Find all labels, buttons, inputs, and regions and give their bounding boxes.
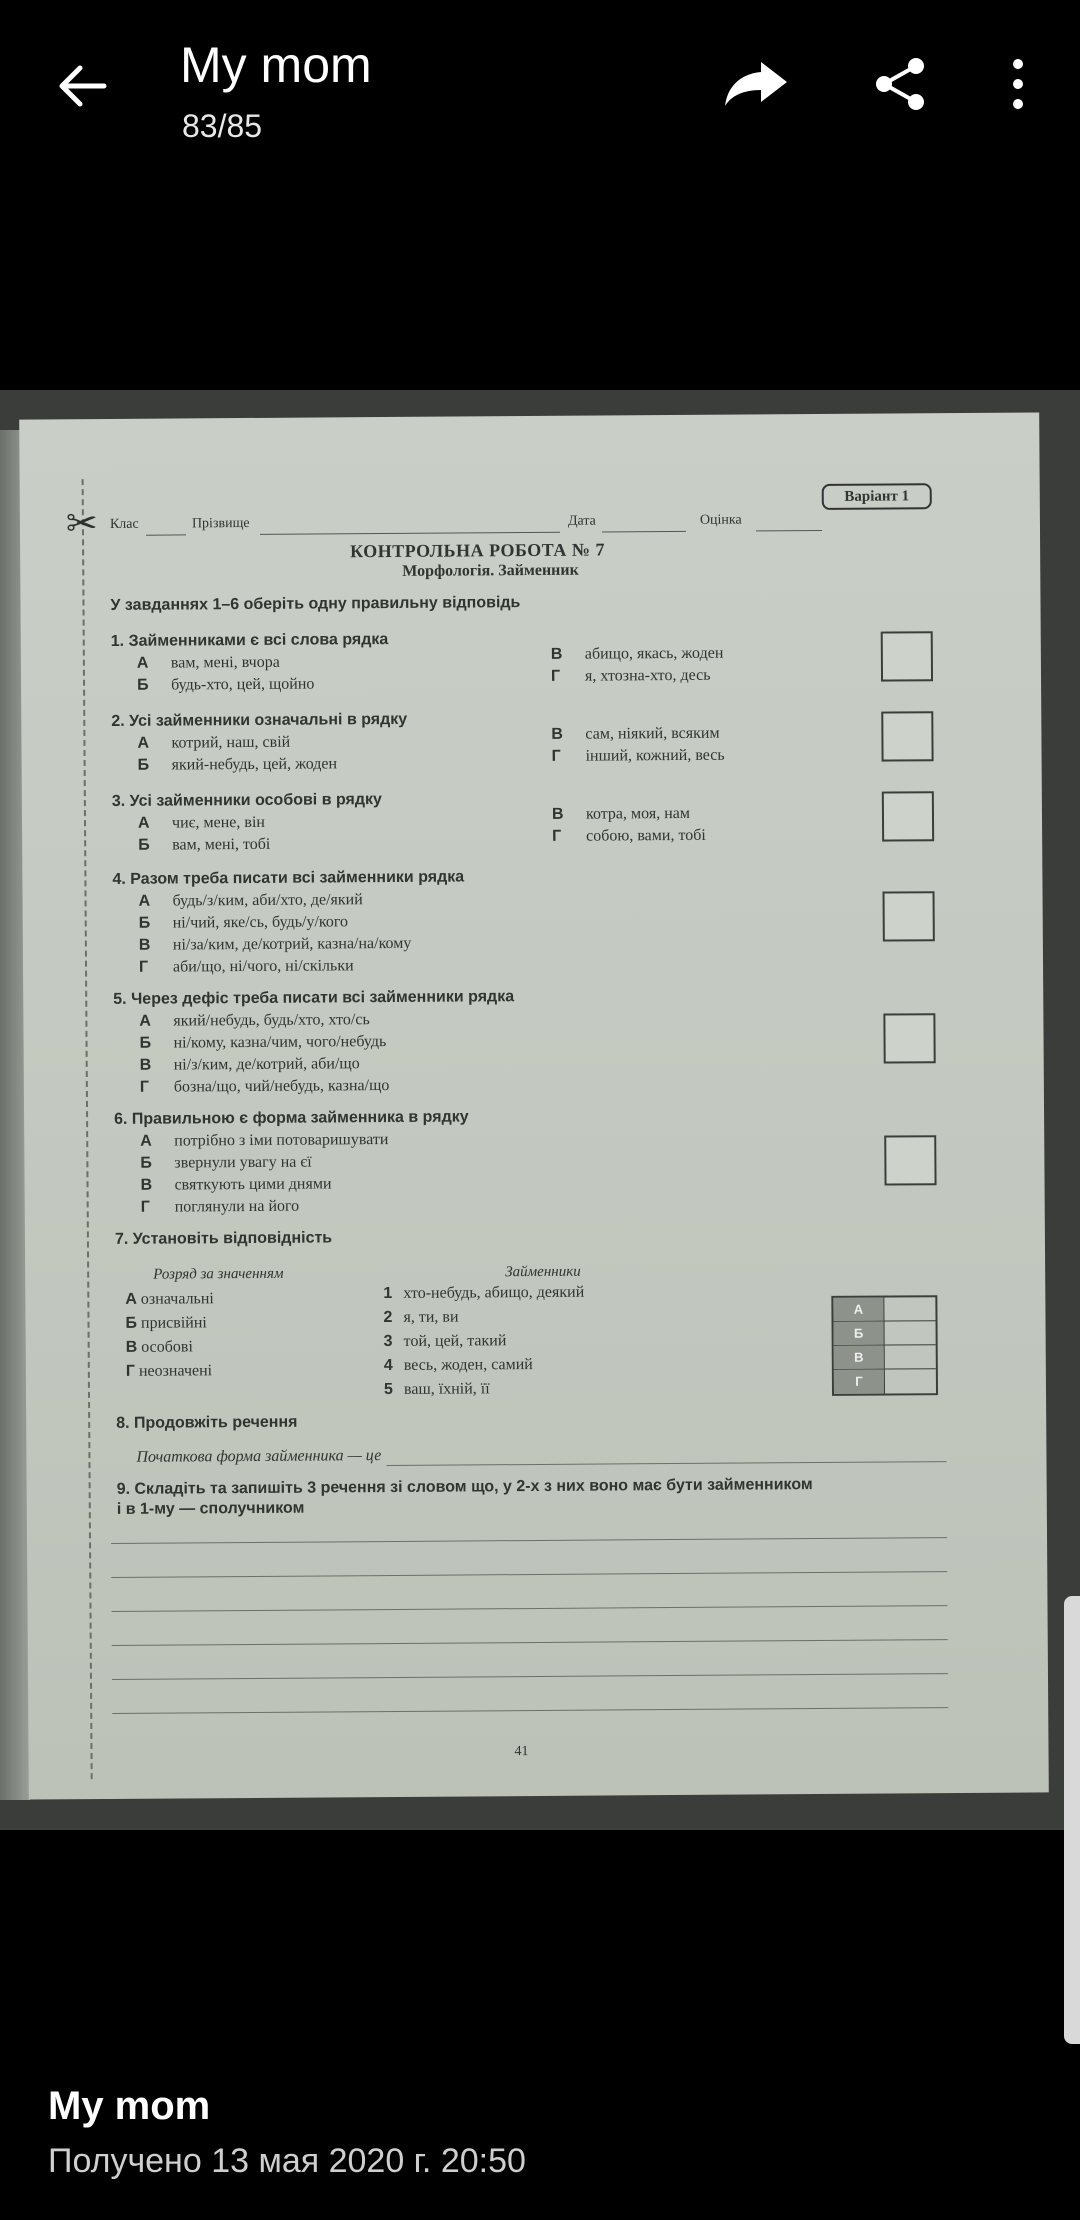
worksheet-subtitle: Морфологія. Займенник — [402, 561, 579, 580]
question-5: 5. Через дефіс треба писати всі займенники рядка — [113, 988, 515, 1008]
grid-row: А — [833, 1297, 935, 1322]
q6-option-b: Б звернули увагу на єї — [140, 1153, 312, 1172]
q8-prompt: Початкова форма займенника — це — [136, 1447, 382, 1466]
question-9-cont: і в 1-му — сполучником — [116, 1499, 305, 1518]
grid-row: Б — [834, 1321, 936, 1346]
worksheet-title: КОНТРОЛЬНА РОБОТА № 7 — [350, 539, 605, 562]
match-left-b: Б присвійні — [125, 1314, 207, 1332]
match-left-heading: Розряд за значенням — [153, 1265, 284, 1283]
q4-option-v: В ні/за/ким, де/котрий, казна/на/кому — [138, 934, 412, 954]
forward-icon — [721, 58, 791, 110]
q3-option-a: А чиє, мене, він — [137, 813, 266, 832]
q3-option-v: В котра, моя, нам — [551, 804, 691, 823]
match-right-heading: Займенники — [505, 1263, 581, 1281]
match-left-g: Г неозначені — [125, 1362, 213, 1380]
date-label: Дата — [567, 513, 596, 529]
q2-answer-box — [881, 711, 933, 761]
question-9: 9. Складіть та запишіть 3 речення зі словом що, у 2-х з них воно має бути займенником — [116, 1476, 813, 1498]
cut-line — [82, 479, 93, 1779]
question-3: 3. Усі займенники особові в рядку — [111, 791, 382, 810]
q5-option-v: В ні/з/ким, де/котрий, аби/що — [139, 1055, 360, 1074]
match-right-4: 4 весь, жоден, самий — [383, 1356, 533, 1375]
form-header — [110, 505, 990, 541]
q1-option-b: Б будь-хто, цей, щойно — [136, 675, 315, 694]
chat-title: My mom — [180, 37, 372, 93]
scissors-icon: ✂ — [65, 501, 98, 546]
match-right-3: 3 той, цей, такий — [383, 1332, 507, 1351]
received-timestamp: Получено 13 мая 2020 г. 20:50 — [48, 2142, 526, 2180]
instruction: У завданнях 1–6 оберіть одну правильну відповідь — [110, 594, 521, 614]
q5-option-g: Г бозна/що, чий/небудь, казна/що — [139, 1077, 390, 1096]
q3-option-g: Г собою, вами, тобі — [552, 826, 706, 845]
q3-option-b: Б вам, мені, тобі — [138, 835, 271, 854]
photo-viewer[interactable] — [0, 390, 1080, 1830]
more-options-button[interactable] — [990, 46, 1046, 122]
more-vertical-icon — [1008, 56, 1028, 112]
question-2: 2. Усі займенники означальні в рядку — [111, 710, 408, 730]
q3-answer-box — [882, 791, 934, 841]
q6-option-v: В святкують цими днями — [140, 1175, 332, 1194]
q2-option-b: Б який-небудь, цей, жоден — [137, 755, 338, 774]
q4-answer-box — [883, 891, 935, 941]
q4-option-g: Г аби/що, ні/чого, ні/скільки — [138, 957, 354, 976]
q5-option-a: А який/небудь, будь/хто, хто/сь — [139, 1011, 370, 1030]
image-counter: 83/85 — [182, 108, 263, 144]
match-right-1: 1 хто-небудь, абищо, деякий — [383, 1283, 585, 1303]
arrow-left-icon — [54, 62, 110, 110]
q1-option-g: Г я, хтозна-хто, десь — [550, 666, 711, 685]
grid-row: Г — [834, 1369, 936, 1394]
q6-option-a: А потрібно з іми потоваришувати — [140, 1131, 389, 1150]
q2-option-g: Г інший, кожний, весь — [551, 746, 725, 765]
worksheet-page — [19, 412, 1049, 1799]
q1-answer-box — [881, 631, 933, 681]
q1-option-v: В абищо, якась, жоден — [550, 644, 724, 663]
question-8: 8. Продовжіть речення — [116, 1413, 298, 1432]
match-right-5: 5 ваш, їхній, її — [383, 1380, 490, 1399]
grade-label: Оцінка — [699, 512, 742, 528]
q5-option-b: Б ні/кому, казна/чим, чого/небудь — [139, 1033, 387, 1052]
q1-option-a: А вам, мені, вчора — [136, 653, 280, 672]
top-bar — [0, 0, 1080, 170]
page-number: 41 — [514, 1744, 529, 1760]
q6-option-g: Г поглянули на його — [140, 1197, 300, 1216]
question-6: 6. Правильною є форма займенника в рядку — [114, 1108, 469, 1128]
grid-row: В — [834, 1345, 936, 1370]
question-7: 7. Установіть відповідність — [114, 1229, 333, 1248]
match-left-v: В особові — [125, 1338, 193, 1356]
variant-badge: Варіант 1 — [822, 483, 932, 510]
surname-label: Прізвище — [191, 515, 250, 532]
forward-button[interactable] — [716, 48, 796, 120]
q2-option-a: А котрий, наш, свій — [137, 733, 291, 752]
class-label: Клас — [109, 516, 139, 532]
answer-grid — [831, 1295, 938, 1396]
question-1: 1. Займенниками є всі слова рядка — [110, 631, 389, 650]
q2-option-v: В сам, ніякий, всяким — [551, 724, 720, 743]
edge-panel-handle[interactable] — [1064, 1596, 1080, 2044]
share-icon — [870, 54, 930, 114]
question-4: 4. Разом треба писати всі займенники рядка — [112, 868, 465, 888]
q5-answer-box — [883, 1013, 935, 1063]
sender-name: My mom — [48, 2084, 211, 2128]
match-left-a: А означальні — [125, 1290, 214, 1308]
q4-option-b: Б ні/чий, яке/сь, будь/у/кого — [138, 913, 349, 932]
q4-option-a: А будь/з/ким, аби/хто, де/який — [138, 891, 363, 910]
share-button[interactable] — [862, 46, 938, 122]
match-right-2: 2 я, ти, ви — [383, 1308, 459, 1327]
q6-answer-box — [884, 1135, 936, 1185]
back-button[interactable] — [46, 50, 118, 122]
